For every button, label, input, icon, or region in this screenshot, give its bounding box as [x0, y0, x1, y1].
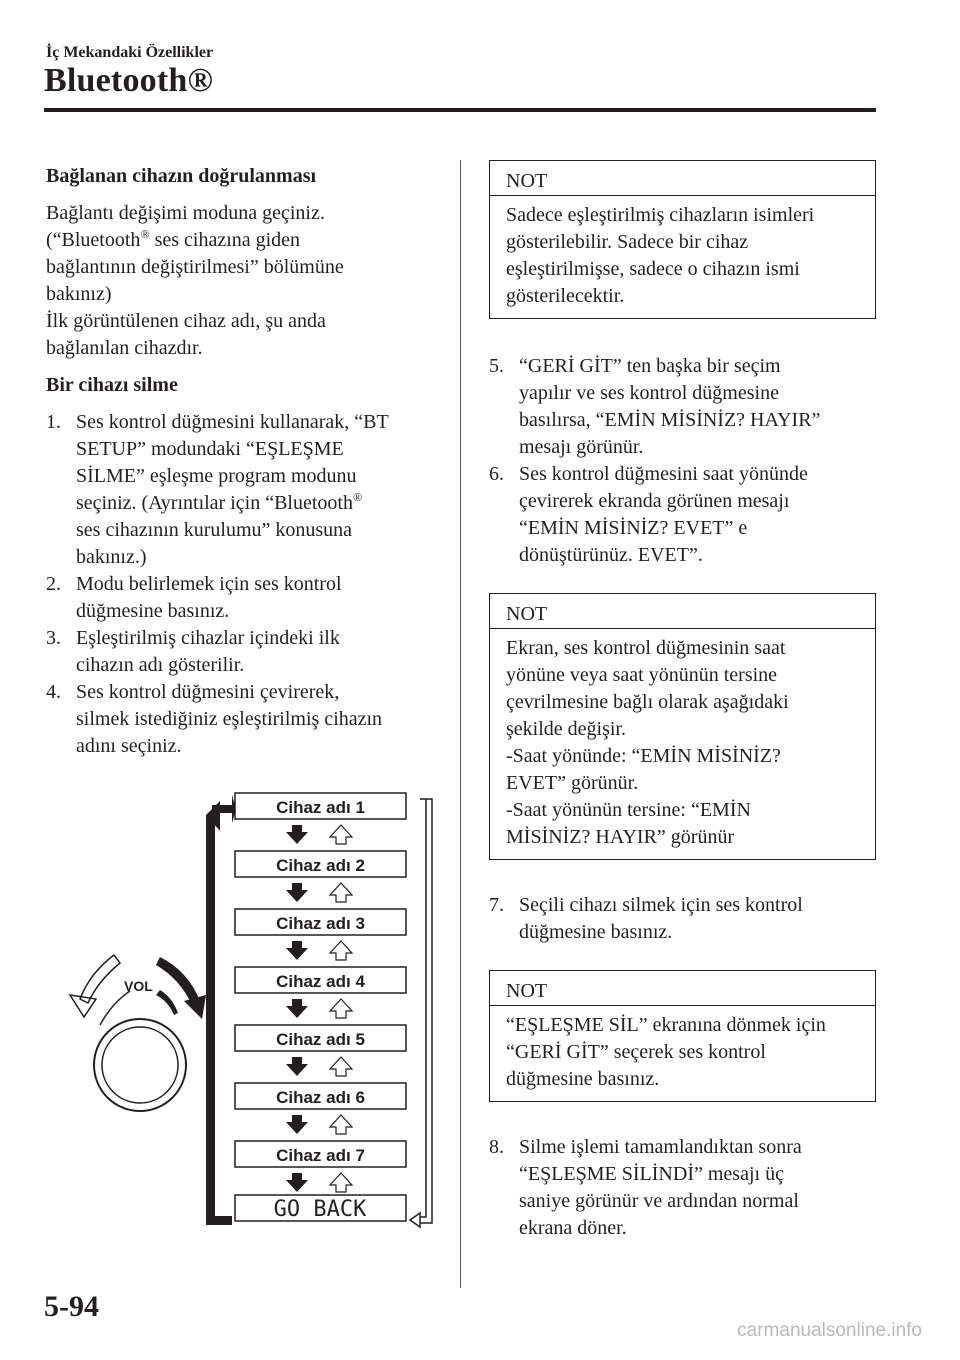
text-line: gösterilebilir. Sadece bir cihaz [506, 231, 749, 253]
text-line: yapılır ve ses kontrol düğmesine [519, 382, 779, 404]
text-line: bağlanılan cihazdır. [46, 337, 203, 359]
list-item [489, 353, 876, 461]
note-heading: NOT [506, 170, 548, 192]
text-line: Seçili cihazı silmek için ses kontrol [519, 894, 803, 916]
registered-mark: ® [140, 227, 150, 241]
text-line: şekilde değişir. [506, 718, 626, 740]
down-arrow-icon [286, 883, 308, 902]
device-name-label: Cihaz adı 2 [276, 856, 365, 875]
device-list-diagram [60, 785, 450, 1235]
text-line: düğmesine basınız. [519, 921, 673, 943]
text-line: -Saat yönünün tersine: “EMİN [506, 799, 751, 821]
vol-label: VOL [124, 978, 153, 994]
list-item [46, 571, 446, 625]
text-line: “EŞLEŞME SİLİNDİ” mesajı üç [519, 1163, 784, 1185]
text-line: Ses kontrol düğmesini saat yönünde [519, 463, 808, 485]
steps-list-right-c [489, 1134, 876, 1242]
list-item [46, 409, 446, 571]
text-span: (“Bluetooth [46, 229, 141, 251]
heading-verify-device: Bağlanan cihazın doğrulanması [46, 165, 317, 187]
device-name-label: Cihaz adı 7 [276, 1146, 365, 1165]
text-line: “GERİ GİT” seçerek ses kontrol [506, 1041, 766, 1063]
steps-list-right-a [489, 353, 876, 569]
list-item [46, 679, 446, 760]
text-line: mesajı görünür. [519, 436, 644, 458]
text-line: silmek istediğiniz eşleştirilmiş cihazın [76, 708, 383, 730]
step-number: 7. [489, 894, 504, 916]
list-item [489, 1134, 876, 1242]
list-item [489, 892, 876, 946]
text-line: “EMİN MİSİNİZ? EVET” e [519, 517, 748, 539]
step-number: 5. [489, 355, 504, 377]
up-arrow-icon [330, 1115, 352, 1134]
text-line: Silme işlemi tamamlandıktan sonra [519, 1136, 802, 1158]
down-arrow-icon [286, 941, 308, 960]
device-name-label: Cihaz adı 3 [276, 914, 365, 933]
list-item [489, 461, 876, 569]
step-number: 6. [489, 463, 504, 485]
down-arrow-icon [286, 825, 308, 844]
left-column [46, 163, 446, 760]
step-number: 1. [46, 411, 61, 433]
text-line: Ekran, ses kontrol düğmesinin saat [506, 637, 786, 659]
column-divider [460, 160, 461, 1288]
text-line: bakınız) [46, 283, 112, 305]
text-line: bakınız.) [76, 546, 147, 568]
up-arrow-icon [330, 883, 352, 902]
step-number: 4. [46, 681, 61, 703]
paragraph-verify [46, 200, 446, 362]
down-arrow-icon [286, 1057, 308, 1076]
step-number: 2. [46, 573, 61, 595]
note-body [490, 1006, 875, 1101]
text-span: seçiniz. (Ayrıntılar için “Bluetooth [76, 492, 353, 514]
return-bracket [410, 799, 432, 1227]
text-line: basılırsa, “EMİN MİSİNİZ? HAYIR” [519, 409, 821, 431]
device-name-label: Cihaz adı 6 [276, 1088, 365, 1107]
down-arrow-icon [286, 1115, 308, 1134]
text-line: bağlantının değiştirilmesi” bölümüne [46, 256, 344, 278]
note-heading: NOT [506, 603, 548, 625]
text-line: Ses kontrol düğmesini kullanarak, “BT [76, 411, 389, 433]
note-box-1 [489, 160, 876, 319]
text-line: SETUP” modundaki “EŞLEŞME [76, 438, 344, 460]
text-line: Bağlantı değişimi moduna geçiniz. [46, 202, 325, 224]
up-arrow-icon [330, 1173, 352, 1192]
selection-bracket [206, 795, 236, 1225]
text-line: çevirerek ekranda görünen mesajı [519, 490, 790, 512]
note-body [490, 629, 875, 859]
goback-box [235, 1195, 406, 1222]
device-name-label: Cihaz adı 5 [276, 1030, 365, 1049]
text-line: adını seçiniz. [76, 735, 182, 757]
page-number: 5-94 [44, 1290, 99, 1323]
note-heading: NOT [506, 980, 548, 1002]
up-arrow-icon [330, 941, 352, 960]
header-rule [44, 108, 876, 112]
up-arrow-icon [330, 1057, 352, 1076]
text-line: -Saat yönünde: “EMİN MİSİNİZ? [506, 745, 781, 767]
text-line: “EŞLEŞME SİL” ekranına dönmek için [506, 1014, 826, 1036]
text-line: saniye görünür ve ardından normal [519, 1190, 799, 1212]
steps-list-left [46, 409, 446, 760]
text-line: Modu belirlemek için ses kontrol [76, 573, 342, 595]
down-arrow-icon [286, 1173, 308, 1192]
text-line: Ses kontrol düğmesini çevirerek, [76, 681, 340, 703]
text-line: gösterilecektir. [506, 285, 625, 307]
note-body [490, 196, 875, 318]
text-line [76, 490, 446, 517]
text-line: düğmesine basınız. [506, 1068, 660, 1090]
page-title: Bluetooth® [44, 62, 214, 99]
device-box-group [235, 793, 406, 1192]
text-line: ekrana döner. [519, 1217, 627, 1239]
text-line: dönüştürünüz. EVET”. [519, 544, 703, 566]
text-line: çevrilmesine bağlı olarak aşağıdaki [506, 691, 789, 713]
goback-label: GO BACK [273, 1197, 367, 1222]
right-column [489, 160, 876, 1242]
volume-knob [94, 978, 186, 1111]
cw-arrow-icon [156, 957, 206, 1019]
device-name-label: Cihaz adı 1 [276, 798, 365, 817]
text-span: ses cihazına giden [149, 229, 301, 251]
list-item [46, 625, 446, 679]
heading-delete-device: Bir cihazı silme [46, 374, 178, 396]
registered-mark: ® [352, 490, 363, 504]
down-arrow-icon [286, 999, 308, 1018]
text-line: cihazın adı gösterilir. [76, 654, 245, 676]
text-line: yönüne veya saat yönünün tersine [506, 664, 778, 686]
section-label: İç Mekandaki Özellikler [46, 44, 214, 61]
watermark: carmanualsonline.info [737, 1320, 922, 1341]
text-line: SİLME” eşleşme program modunu [76, 465, 357, 487]
up-arrow-icon [330, 999, 352, 1018]
step-number: 3. [46, 627, 61, 649]
text-line: MİSİNİZ? HAYIR” görünür [506, 826, 735, 848]
text-line: İlk görüntülenen cihaz adı, şu anda [46, 310, 326, 332]
device-name-label: Cihaz adı 4 [276, 972, 365, 991]
text-line: ses cihazının kurulumu” konusuna [76, 519, 353, 541]
note-box-2 [489, 593, 876, 860]
text-line: eşleştirilmişse, sadece o cihazın ismi [506, 258, 800, 280]
note-box-3 [489, 970, 876, 1102]
text-line: düğmesine basınız. [76, 600, 230, 622]
text-line: Eşleştirilmiş cihazlar içindeki ilk [76, 627, 340, 649]
text-line: Sadece eşleştirilmiş cihazların isimleri [506, 204, 815, 226]
step-number: 8. [489, 1136, 504, 1158]
text-line: “GERİ GİT” ten başka bir seçim [519, 355, 781, 377]
text-line: EVET” görünür. [506, 772, 639, 794]
text-line [46, 227, 446, 254]
steps-list-right-b [489, 892, 876, 946]
up-arrow-icon [330, 825, 352, 844]
ccw-arrow-icon [70, 955, 130, 1025]
